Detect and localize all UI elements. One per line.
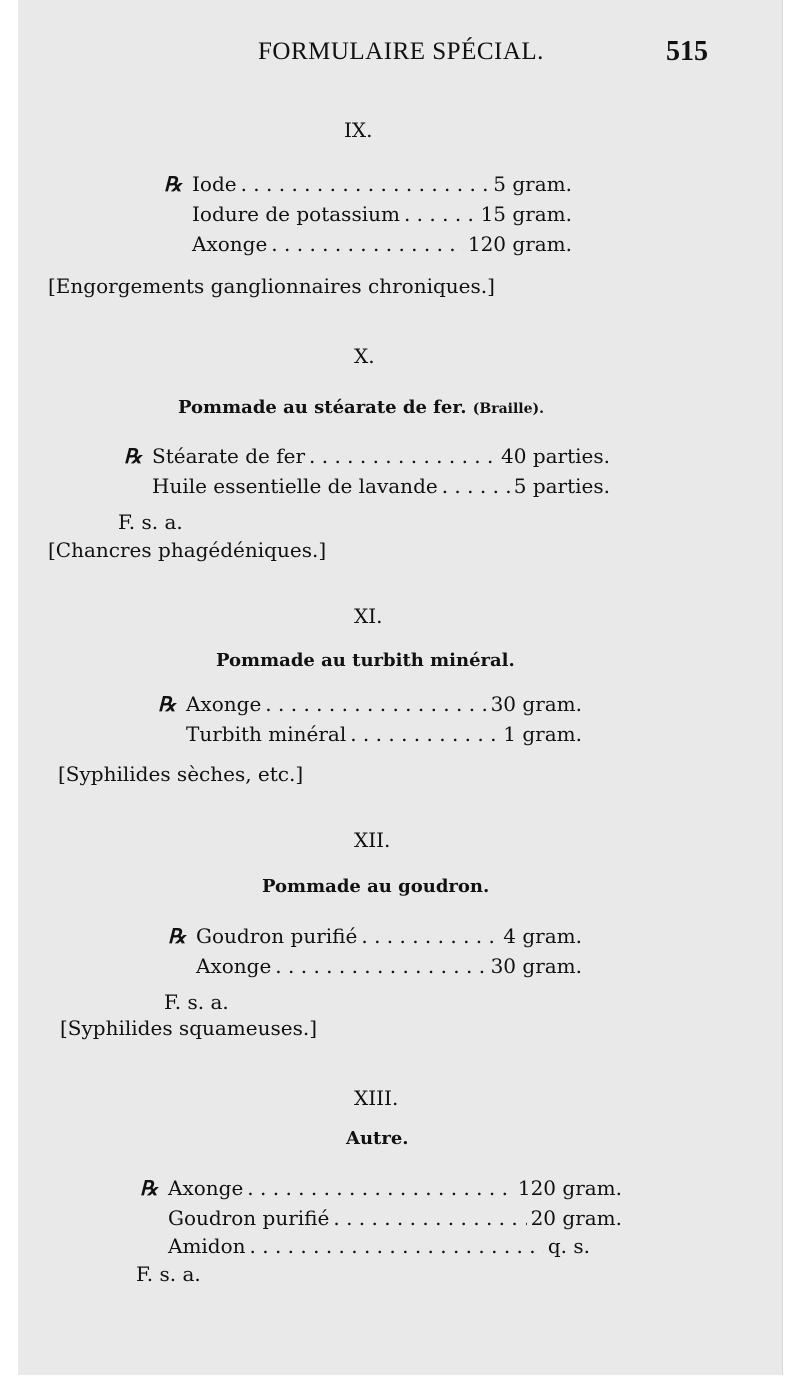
leader-dots — [350, 722, 499, 746]
ingredient-name: Turbith minéral — [186, 722, 347, 746]
ingredient-row — [124, 444, 610, 468]
leader-dots — [241, 172, 490, 196]
formula-title — [178, 397, 544, 418]
page-number: 515 — [666, 36, 708, 67]
ingredient-quantity: 30 gram. — [490, 954, 582, 978]
leader-dots — [275, 954, 486, 978]
ingredient-quantity: 4 gram. — [503, 924, 582, 948]
ingredient-row — [164, 232, 572, 256]
ingredient-row — [140, 1176, 622, 1200]
ingredient-name: Iode — [192, 172, 237, 196]
leader-dots — [333, 1206, 526, 1230]
fsa-instruction: F. s. a. — [164, 990, 229, 1014]
leader-dots — [309, 444, 497, 468]
section-number: XIII. — [354, 1086, 399, 1110]
indication: [Engorgements ganglionnaires chroniques.] — [48, 274, 495, 298]
recipe-symbol: ℞ — [124, 444, 142, 468]
ingredient-name: Goudron purifié — [168, 1206, 330, 1230]
ingredient-row — [140, 1234, 590, 1258]
ingredient-quantity: q. s. — [547, 1234, 590, 1258]
indication: [Syphilides squameuses.] — [60, 1016, 318, 1040]
ingredient-name: Goudron purifié — [196, 924, 358, 948]
ingredient-row — [140, 1206, 622, 1230]
ingredient-row — [164, 202, 572, 226]
leader-dots — [250, 1234, 544, 1258]
fsa-instruction: F. s. a. — [118, 510, 183, 534]
recipe-symbol: ℞ — [158, 692, 176, 716]
indication: [Syphilides sèches, etc.] — [58, 762, 304, 786]
ingredient-name: Axonge — [168, 1176, 244, 1200]
fsa-instruction: F. s. a. — [136, 1262, 201, 1286]
ingredient-quantity: 120 gram. — [517, 1176, 622, 1200]
formula-title: Pommade au goudron. — [262, 876, 490, 897]
ingredient-quantity: 120 gram. — [467, 232, 572, 256]
indication: [Chancres phagédéniques.] — [48, 538, 327, 562]
section-number: XI. — [354, 604, 383, 628]
formula-title: Pommade au turbith minéral. — [216, 650, 515, 671]
running-header: FORMULAIRE SPÉCIAL. — [258, 38, 544, 65]
ingredient-name: Iodure de potassium — [192, 202, 400, 226]
ingredient-row — [168, 954, 582, 978]
formula-title-text: Pommade au stéarate de fer. — [178, 397, 467, 418]
ingredient-name: Huile essentielle de lavande — [152, 474, 438, 498]
leader-dots — [404, 202, 477, 226]
section-number: IX. — [344, 118, 373, 142]
ingredient-quantity: 15 gram. — [480, 202, 572, 226]
ingredient-quantity: 1 gram. — [503, 722, 582, 746]
book-page — [18, 0, 783, 1375]
ingredient-row — [168, 924, 582, 948]
leader-dots — [361, 924, 499, 948]
ingredient-quantity: 20 gram. — [530, 1206, 622, 1230]
ingredient-name: Axonge — [196, 954, 272, 978]
leader-dots — [442, 474, 510, 498]
recipe-symbol: ℞ — [168, 924, 186, 948]
ingredient-row — [124, 474, 610, 498]
ingredient-quantity: 5 parties. — [513, 474, 610, 498]
ingredient-row — [164, 172, 572, 196]
leader-dots — [247, 1176, 514, 1200]
ingredient-name: Axonge — [186, 692, 262, 716]
section-number: XII. — [354, 828, 391, 852]
recipe-symbol: ℞ — [164, 172, 182, 196]
ingredient-quantity: 30 gram. — [490, 692, 582, 716]
leader-dots — [271, 232, 464, 256]
ingredient-name: Stéarate de fer — [152, 444, 306, 468]
ingredient-row — [158, 722, 582, 746]
formula-title: Autre. — [346, 1128, 409, 1149]
formula-author: (Braille). — [472, 401, 545, 417]
ingredient-row — [158, 692, 582, 716]
ingredient-name: Axonge — [192, 232, 268, 256]
section-number: X. — [354, 344, 375, 368]
recipe-symbol: ℞ — [140, 1176, 158, 1200]
leader-dots — [265, 692, 486, 716]
ingredient-name: Amidon — [168, 1234, 246, 1258]
ingredient-quantity: 5 gram. — [493, 172, 572, 196]
ingredient-quantity: 40 parties. — [501, 444, 610, 468]
